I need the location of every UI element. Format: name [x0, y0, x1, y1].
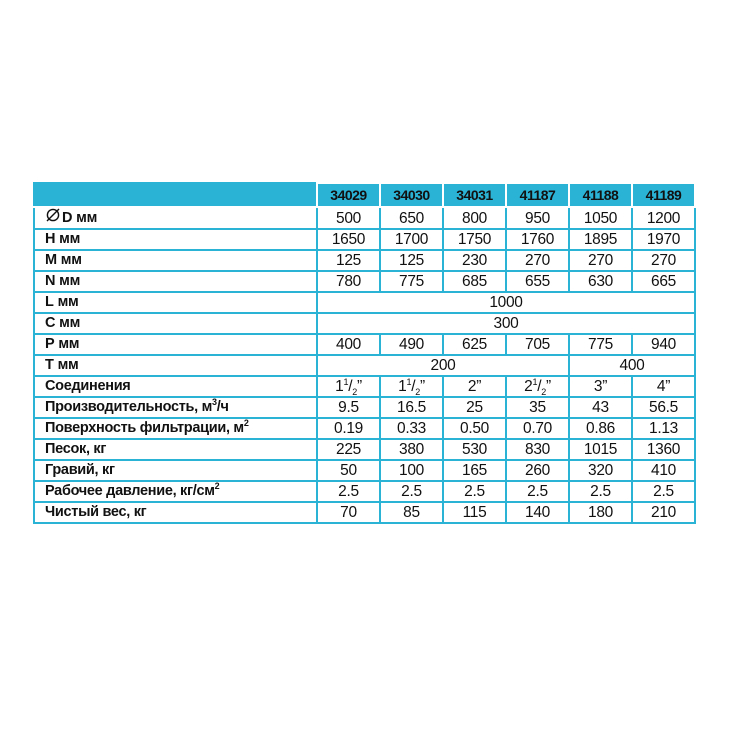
table-cell: 500: [317, 207, 380, 229]
table-cell: 625: [443, 334, 506, 355]
table-row-gravel: [34, 460, 695, 481]
table-cell: 655: [506, 271, 569, 292]
row-label-text: Производительность, м: [45, 399, 213, 415]
table-row-pressure: [34, 481, 695, 502]
row-label-m: [34, 250, 317, 271]
conn-whole: 1: [335, 378, 344, 395]
row-label-h: [34, 229, 317, 250]
table-cell: 2.5: [632, 481, 695, 502]
spec-table: [33, 182, 696, 524]
table-cell: $1^1/_2$”: [380, 376, 443, 397]
table-cell: 2.5: [380, 481, 443, 502]
table-row-m: [34, 250, 695, 271]
conn-mark: ”: [419, 378, 425, 395]
table-cell: 775: [569, 334, 632, 355]
table-cell: 125: [317, 250, 380, 271]
table-cell: 4”: [632, 376, 695, 397]
table-cell: 165: [443, 460, 506, 481]
header-row: [34, 183, 695, 207]
table-cell: 0.19: [317, 418, 380, 439]
table-cell: 270: [632, 250, 695, 271]
row-label-sand: Песок, кг: [34, 439, 317, 460]
table-cell-merged: 200: [317, 355, 569, 376]
table-cell: 225: [317, 439, 380, 460]
table-cell: 685: [443, 271, 506, 292]
table-row-d: [34, 207, 695, 229]
table-cell: $2^1/_2$”: [506, 376, 569, 397]
table-row-net-weight: [34, 502, 695, 523]
row-label-net-weight: Чистый вес, кг: [34, 502, 317, 523]
row-unit: мм: [76, 210, 98, 226]
table-cell: 0.50: [443, 418, 506, 439]
conn-num: 1: [343, 376, 349, 387]
table-row-l: [34, 292, 695, 313]
row-letter: M: [45, 252, 57, 268]
table-row-t: [34, 355, 695, 376]
table-row-n: [34, 271, 695, 292]
table-cell: 100: [380, 460, 443, 481]
row-letter: T: [45, 357, 54, 373]
row-label-text: Поверхность фильтрации, м: [45, 420, 244, 436]
row-label-sup: 3: [212, 397, 217, 408]
table-cell: 1760: [506, 229, 569, 250]
model-header: 41187: [506, 183, 569, 207]
row-label-t: [34, 355, 317, 376]
table-cell: 530: [443, 439, 506, 460]
table-cell: 85: [380, 502, 443, 523]
row-letter: N: [45, 273, 56, 289]
table-cell: 320: [569, 460, 632, 481]
row-label-text: Рабочее давление, кг/см: [45, 483, 215, 499]
table-row-filter-area: [34, 418, 695, 439]
conn-den: 2: [541, 387, 546, 397]
model-header: 34030: [380, 183, 443, 207]
table-cell: 16.5: [380, 397, 443, 418]
row-label-filter-area: [34, 418, 317, 439]
table-cell: 9.5: [317, 397, 380, 418]
row-unit: мм: [59, 231, 81, 247]
row-unit: мм: [59, 315, 81, 331]
table-cell: 180: [569, 502, 632, 523]
model-header: 41188: [569, 183, 632, 207]
table-cell: 1360: [632, 439, 695, 460]
table-cell: 230: [443, 250, 506, 271]
table-row-h: [34, 229, 695, 250]
table-cell: 1750: [443, 229, 506, 250]
table-cell: 410: [632, 460, 695, 481]
table-row-capacity: [34, 397, 695, 418]
table-cell: 56.5: [632, 397, 695, 418]
table-cell: 1895: [569, 229, 632, 250]
row-unit: мм: [57, 294, 79, 310]
table-cell: 0.86: [569, 418, 632, 439]
table-cell: 400: [317, 334, 380, 355]
table-cell: 210: [632, 502, 695, 523]
table-cell: 260: [506, 460, 569, 481]
table-cell: 665: [632, 271, 695, 292]
table-cell: 0.70: [506, 418, 569, 439]
table-cell: 70: [317, 502, 380, 523]
table-cell: 950: [506, 207, 569, 229]
row-label-c: [34, 313, 317, 334]
table-cell: 1200: [632, 207, 695, 229]
table-row-connections: [34, 376, 695, 397]
table-cell: 25: [443, 397, 506, 418]
table-cell: 270: [506, 250, 569, 271]
table-row-p: [34, 334, 695, 355]
table-cell-merged: 1000: [317, 292, 695, 313]
row-letter: L: [45, 294, 54, 310]
row-label-connections: Соединения: [34, 376, 317, 397]
table-cell: 43: [569, 397, 632, 418]
table-cell: 140: [506, 502, 569, 523]
table-cell: $1^1/_2$”: [317, 376, 380, 397]
table-cell: 800: [443, 207, 506, 229]
table-cell: 35: [506, 397, 569, 418]
table-cell: 2.5: [569, 481, 632, 502]
table-cell: 705: [506, 334, 569, 355]
table-cell: 50: [317, 460, 380, 481]
row-letter: D: [62, 210, 73, 226]
table-row-c: [34, 313, 695, 334]
table-cell: 1050: [569, 207, 632, 229]
table-cell: 2”: [443, 376, 506, 397]
table-cell: 775: [380, 271, 443, 292]
table-cell: 1.13: [632, 418, 695, 439]
table-cell: 1700: [380, 229, 443, 250]
row-label-d: [34, 207, 317, 229]
row-unit: мм: [59, 273, 81, 289]
model-header: 41189: [632, 183, 695, 207]
table-cell: 830: [506, 439, 569, 460]
row-label-gravel: Гравий, кг: [34, 460, 317, 481]
table-cell: 2.5: [317, 481, 380, 502]
row-label-capacity: [34, 397, 317, 418]
table-cell: 1970: [632, 229, 695, 250]
table-cell: 780: [317, 271, 380, 292]
table-cell: 380: [380, 439, 443, 460]
table-cell-merged: 300: [317, 313, 695, 334]
row-letter: C: [45, 315, 56, 331]
table-cell: 125: [380, 250, 443, 271]
row-label-p: [34, 334, 317, 355]
table-cell: 2.5: [443, 481, 506, 502]
row-label-suffix: /ч: [216, 399, 229, 415]
row-label-n: [34, 271, 317, 292]
table-cell: 270: [569, 250, 632, 271]
row-label-sup: 2: [214, 481, 220, 492]
row-letter: H: [45, 231, 56, 247]
conn-whole: 2: [524, 378, 533, 395]
table-cell-merged: 400: [569, 355, 695, 376]
conn-mark: ”: [356, 378, 362, 395]
table-cell: 940: [632, 334, 695, 355]
table-cell: 0.33: [380, 418, 443, 439]
row-label-pressure: [34, 481, 317, 502]
row-unit: мм: [58, 336, 80, 352]
table-cell: 490: [380, 334, 443, 355]
conn-whole: 1: [398, 378, 407, 395]
row-unit: мм: [60, 252, 82, 268]
model-header: 34029: [317, 183, 380, 207]
table-cell: 650: [380, 207, 443, 229]
table-cell: 2.5: [506, 481, 569, 502]
table-cell: 1015: [569, 439, 632, 460]
row-unit: мм: [57, 357, 79, 373]
table-cell: 630: [569, 271, 632, 292]
table-cell: 3”: [569, 376, 632, 397]
table-cell: 1650: [317, 229, 380, 250]
conn-num: 1: [406, 376, 412, 387]
header-corner: [34, 183, 317, 207]
row-label-sup: 2: [243, 418, 249, 429]
model-header: 34031: [443, 183, 506, 207]
row-letter: P: [45, 336, 55, 352]
table-row-sand: [34, 439, 695, 460]
diameter-icon: [45, 208, 61, 228]
conn-mark: ”: [545, 378, 551, 395]
row-label-l: [34, 292, 317, 313]
conn-num: 1: [532, 376, 538, 387]
conn-den: 2: [352, 387, 357, 397]
table-cell: 115: [443, 502, 506, 523]
conn-den: 2: [415, 387, 420, 397]
